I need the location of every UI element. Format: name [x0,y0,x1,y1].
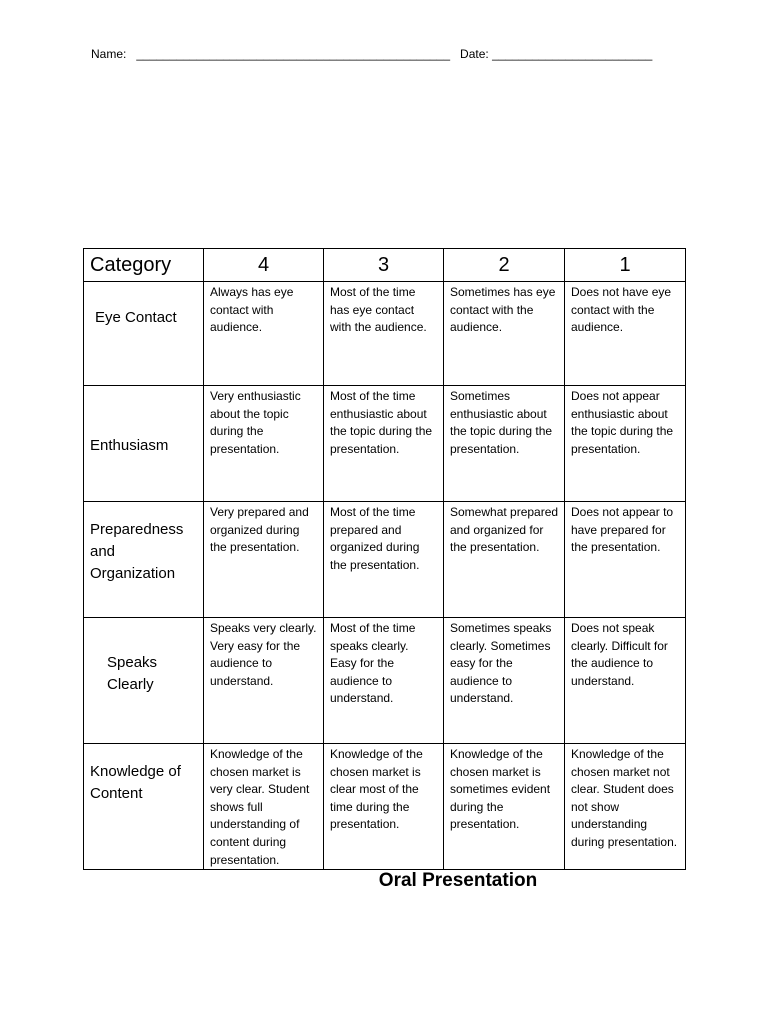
criterion-cell: Sometimes enthusiastic about the topic during the presentation. [444,386,565,502]
rubric-row-knowledge [84,744,686,870]
criterion-cell: Does not speak clearly. Difficult for the audience to understand. [565,618,686,744]
criterion-cell: Knowledge of the chosen market is sometimes evident during the presentation. [444,744,565,870]
category-header: Category [84,249,204,282]
rubric-row-eye-contact [84,282,686,386]
criterion-cell: Always has eye contact with audience. [204,282,324,386]
criterion-cell: Knowledge of the chosen market not clear. Student does not show understanding during presentation. [565,744,686,870]
criterion-cell: Knowledge of the chosen market is very clear. Student shows full understanding of content during presentation. [204,744,324,870]
score-header-4: 4 [204,249,324,282]
rubric-header-row [84,249,686,282]
rubric-row-enthusiasm [84,386,686,502]
score-header-2: 2 [444,249,565,282]
category-cell [84,618,204,744]
rubric-row-speaks-clearly [84,618,686,744]
category-label: Knowledge of Content [90,763,181,802]
criterion-cell: Very prepared and organized during the presentation. [204,502,324,618]
criterion-cell: Does not appear to have prepared for the presentation. [565,502,686,618]
criterion-cell: Does not appear enthusiastic about the topic during the presentation. [565,386,686,502]
date-label: Date: [460,47,489,61]
criterion-cell: Most of the time enthusiastic about the topic during the presentation. [324,386,444,502]
criterion-cell: Sometimes speaks clearly. Sometimes easy for the audience to understand. [444,618,565,744]
rubric-row-preparedness [84,502,686,618]
criterion-cell: Knowledge of the chosen market is clear most of the time during the presentation. [324,744,444,870]
criterion-cell: Speaks very clearly. Very easy for the audience to understand. [204,618,324,744]
criterion-cell: Somewhat prepared and organized for the presentation. [444,502,565,618]
score-header-1: 1 [565,249,686,282]
page-title: Oral Presentation [378,870,538,891]
date-field[interactable]: ________________________ [492,47,653,61]
category-cell [84,282,204,386]
category-cell [84,744,204,870]
name-field[interactable]: _______________________________________________ [136,47,451,61]
criterion-cell: Very enthusiastic about the topic during the presentation. [204,386,324,502]
category-label: Preparedness and Organization [90,521,184,582]
category-label: Speaks Clearly [107,654,158,693]
criterion-cell: Does not have eye contact with the audience. [565,282,686,386]
header-line [91,47,652,61]
criterion-cell: Most of the time prepared and organized during the presentation. [324,502,444,618]
criterion-cell: Most of the time has eye contact with the audience. [324,282,444,386]
score-header-3: 3 [324,249,444,282]
category-cell [84,502,204,618]
rubric-table [83,248,686,870]
category-label: Enthusiasm [90,437,169,454]
criterion-cell: Sometimes has eye contact with the audience. [444,282,565,386]
criterion-cell: Most of the time speaks clearly. Easy for the audience to understand. [324,618,444,744]
category-label: Eye Contact [95,309,177,326]
category-cell [84,386,204,502]
name-label: Name: [91,47,127,61]
